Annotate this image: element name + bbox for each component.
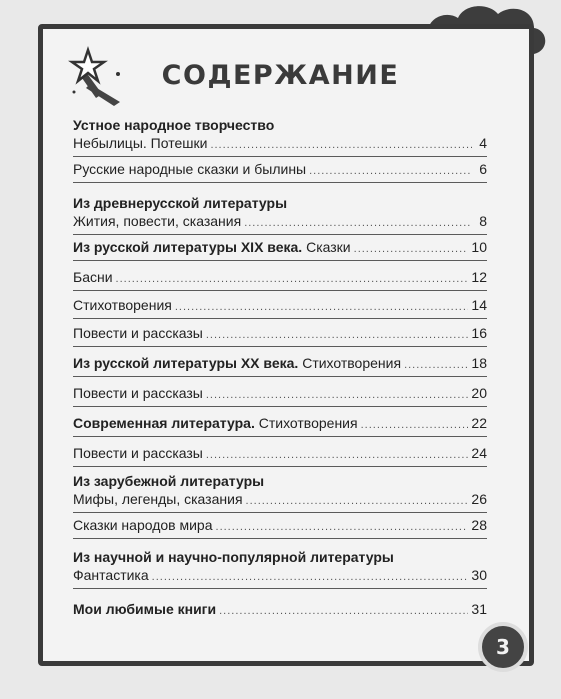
page-number-badge: 3 <box>478 622 528 672</box>
toc-page-number: 24 <box>471 445 487 461</box>
toc-row <box>73 134 487 154</box>
toc-page-number: 10 <box>471 239 487 255</box>
dot-leader <box>152 568 469 586</box>
toc-entry-title <box>73 134 207 152</box>
toc-entry-text: Сказки народов мира <box>73 517 213 533</box>
toc-row <box>73 212 487 232</box>
toc-page-number: 14 <box>471 297 487 313</box>
toc-divider <box>73 588 487 589</box>
toc-entry <box>73 444 487 464</box>
toc-entry-text: Стихотворения <box>73 297 172 313</box>
toc-entry-text: Стихотворения <box>254 415 358 431</box>
toc-entry-title <box>73 160 306 178</box>
toc-page-number: 6 <box>479 161 487 177</box>
toc-entry-title <box>73 354 401 372</box>
toc-entry-bold-title: Мои любимые книги <box>73 601 217 617</box>
toc-section-heading: Из зарубежной литературы <box>73 473 265 489</box>
toc-divider <box>73 290 487 291</box>
toc-divider <box>73 376 487 377</box>
toc-divider <box>73 260 487 261</box>
dot-leader <box>116 270 469 288</box>
toc-section-heading: Из научной и научно-популярной литературы <box>73 549 394 565</box>
toc-row <box>73 414 487 434</box>
toc-entry <box>73 194 487 232</box>
toc-divider <box>73 156 487 157</box>
toc-row <box>73 516 487 536</box>
toc-entry <box>73 238 487 258</box>
toc-divider <box>73 406 487 407</box>
dot-leader <box>309 162 472 180</box>
toc-divider <box>73 234 487 235</box>
toc-row <box>73 354 487 374</box>
toc-entry-title <box>73 212 241 230</box>
toc-page-number: 30 <box>471 567 487 583</box>
toc-row <box>73 268 487 288</box>
toc-divider <box>73 466 487 467</box>
toc-page-number: 26 <box>471 491 487 507</box>
toc-row <box>73 238 487 258</box>
toc-entry-text: Мифы, легенды, сказания <box>73 491 243 507</box>
toc-entry-title <box>73 566 149 584</box>
toc-entry-title <box>73 268 113 286</box>
toc-entry-bold-title: Современная литература. <box>73 415 255 431</box>
toc-entry <box>73 296 487 316</box>
dot-leader <box>361 416 469 434</box>
toc-page-number: 22 <box>471 415 487 431</box>
toc-divider <box>73 318 487 319</box>
toc-entry-bold-title: Из русской литературы XIX века. <box>73 239 303 255</box>
toc-entry <box>73 354 487 374</box>
dot-leader <box>219 602 468 620</box>
toc-entry <box>73 600 487 620</box>
toc-divider <box>73 538 487 539</box>
toc-page-number: 12 <box>471 269 487 285</box>
toc-entry-title <box>73 490 243 508</box>
toc-divider <box>73 436 487 437</box>
toc-entry <box>73 414 487 434</box>
toc-entry-bold-title: Из русской литературы XX века. <box>73 355 299 371</box>
toc-entry-text: Фантастика <box>73 567 149 583</box>
toc-row <box>73 384 487 404</box>
toc-page-number: 28 <box>471 517 487 533</box>
toc-entry-title <box>73 600 216 618</box>
toc-entry-title <box>73 384 203 402</box>
toc-page-number: 8 <box>479 213 487 229</box>
toc-entry-title <box>73 238 351 256</box>
toc-row <box>73 160 487 180</box>
toc-divider <box>73 512 487 513</box>
toc-page-number: 31 <box>471 601 487 617</box>
toc-entry <box>73 324 487 344</box>
toc-entry <box>73 116 487 154</box>
toc-entry-title <box>73 444 203 462</box>
toc-row <box>73 324 487 344</box>
toc-section-heading: Устное народное творчество <box>73 117 275 133</box>
toc-entry-text: Небылицы. Потешки <box>73 135 208 151</box>
toc-row <box>73 444 487 464</box>
toc-row <box>73 566 487 586</box>
toc-entry-title <box>73 296 172 314</box>
toc-entry-title <box>73 516 213 534</box>
toc-row <box>73 600 487 620</box>
dot-leader <box>210 136 472 154</box>
dot-leader <box>404 356 468 374</box>
toc-entry-text: Сказки <box>302 239 351 255</box>
toc-entry-text: Стихотворения <box>298 355 402 371</box>
toc-entry-text: Повести и рассказы <box>73 325 203 341</box>
toc-divider <box>73 346 487 347</box>
dot-leader <box>206 446 469 464</box>
toc-page-number: 4 <box>479 135 487 151</box>
toc-entry <box>73 160 487 180</box>
toc-entry-title <box>73 324 203 342</box>
toc-entry-text: Жития, повести, сказания <box>73 213 242 229</box>
toc-entry <box>73 384 487 404</box>
dot-leader <box>216 518 469 536</box>
toc-page-number: 20 <box>471 385 487 401</box>
toc-row <box>73 490 487 510</box>
toc-page-number: 18 <box>471 355 487 371</box>
dot-leader <box>244 214 472 232</box>
dot-leader <box>354 240 469 258</box>
toc-page-number: 16 <box>471 325 487 341</box>
toc-entry-title <box>73 414 358 432</box>
toc-entry <box>73 548 487 586</box>
toc-entry <box>73 516 487 536</box>
dot-leader <box>206 326 469 344</box>
toc-entry-text: Русские народные сказки и былины <box>73 161 307 177</box>
toc-entry <box>73 268 487 288</box>
dot-leader <box>206 386 469 404</box>
dot-leader <box>175 298 469 316</box>
dot-leader <box>246 492 469 510</box>
toc-entry-text: Басни <box>73 269 113 285</box>
page-title: СОДЕРЖАНИЕ <box>161 60 400 91</box>
toc-entry-text: Повести и рассказы <box>73 445 203 461</box>
toc-divider <box>73 182 487 183</box>
toc-entry <box>73 472 487 510</box>
toc-entry-text: Повести и рассказы <box>73 385 203 401</box>
toc-row <box>73 296 487 316</box>
toc-section-heading: Из древнерусской литературы <box>73 195 288 211</box>
